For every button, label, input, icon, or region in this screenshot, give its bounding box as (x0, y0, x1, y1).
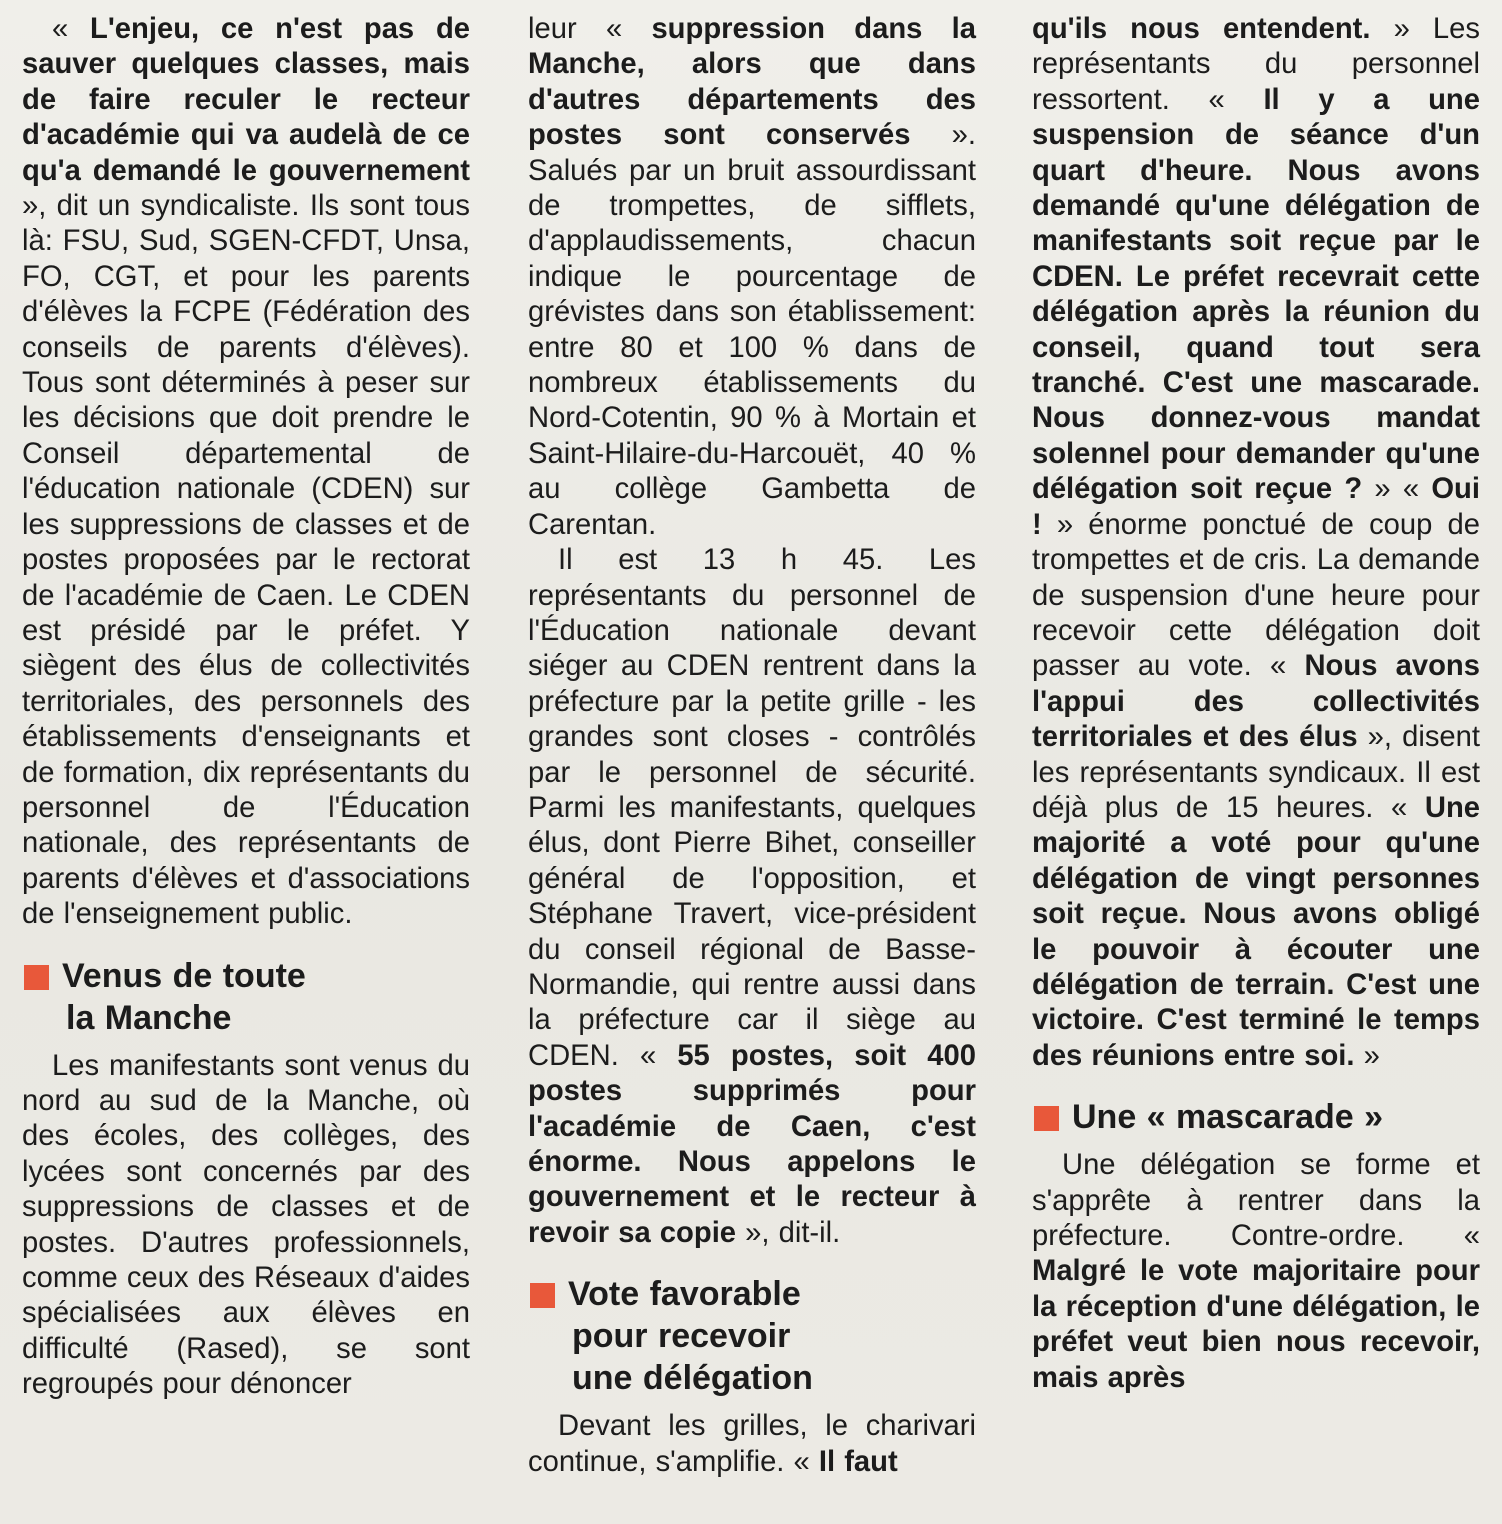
paragraph: Il est 13 h 45. Les représentants du personnel de l'Éducation nationale devant siéger au CDEN rentrent dans la préfecture par la petite grille - les grandes sont closes - contrôlés par le personnel de sécurité. Parmi les manifestants, quelques élus, dont Pierre Bihet, conseiller général de l'opposition, et Stéphane Travert, vice-président du conseil régional de Basse-Normandie, qui rentre aussi dans la préfecture car il siège au CDEN. « 55 postes, soit 400 postes supprimés pour l'académie de Caen, c'est énorme. Nous appelons le gouvernement et le recteur à revoir sa copie », dit-il. (528, 544, 976, 1249)
article-column-2 (528, 12, 976, 1480)
quote-bold: Il faut (818, 1445, 898, 1478)
paragraph: Les manifestants sont venus du nord au sud de la Manche, où des écoles, des collèges, des lycées sont concernés par des suppressions de classes et de postes. D'autres professionnels, comme ceux des Réseaux d'aides spécialisées aux élèves en difficulté (Rased), se sont regroupés pour dénoncer (22, 1049, 470, 1401)
quote-bold: L'enjeu, ce n'est pas de sauver quelques classes, mais de faire reculer le recteur d'académie qui va audelà de ce qu'a demandé le gouvernement (22, 13, 471, 187)
quote-bold: Oui ! (1032, 473, 1480, 541)
paragraph: leur « suppression dans la Manche, alors que dans d'autres départements des postes sont conservés ». Salués par un bruit assourdissant de trompettes, de sifflets, d'applaudissements, chacun indique le pourcentage de grévistes dans son établissement: entre 80 et 100 % dans de nombreux établissements du Nord-Cotentin, 90 % à Mortain et Saint-Hilaire-du-Harcouët, 40 % au collège Gambetta de Carentan. (528, 13, 977, 541)
section-heading-mascarade: Une « mascarade » (1032, 1096, 1480, 1138)
paragraph: qu'ils nous entendent. » Les représentants du personnel ressortent. « Il y a une suspension de séance d'un quart d'heure. Nous avons demandé qu'une délégation de manifestants soit reçue par le CDEN. Le préfet recevrait cette délégation après la réunion du conseil, quand tout sera tranché. C'est une mascarade. Nous donnez-vous mandat solennel pour demander qu'une délégation soit reçue ? » « Oui ! » énorme ponctué de coup de trompettes et de cris. La demande de suspension d'une heure pour recevoir cette délégation doit passer au vote. « Nous avons l'appui des collectivités territoriales et des élus », disent les représentants syndicaux. Il est déjà plus de 15 heures. « Une majorité a voté pour qu'une délégation de vingt personnes soit reçue. Nous avons obligé le pouvoir à écouter une délégation de terrain. C'est une victoire. C'est terminé le temps des réunions entre soi. » (1032, 13, 1480, 1072)
red-square-bullet-icon (530, 1283, 555, 1308)
paragraph: « L'enjeu, ce n'est pas de sauver quelques classes, mais de faire reculer le recteur d'académie qui va audelà de ce qu'a demandé le gouvernement », dit un syndicaliste. Ils sont tous là: FSU, Sud, SGEN-CFDT, Unsa, FO, CGT, et pour les parents d'élèves la FCPE (Fédération des conseils de parents d'élèves). Tous sont déterminés à peser sur les décisions que doit prendre le Conseil départemental de l'éducation nationale (CDEN) sur les suppressions de classes et de postes proposées par le rectorat de l'académie de Caen. Le CDEN est présidé par le préfet. Y siègent des élus de collectivités territoriales, des personnels des établissements d'enseignants et de formation, dix représentants du personnel de l'Éducation nationale, des représentants de parents d'élèves et d'associations de l'enseignement public. (22, 13, 471, 931)
red-square-bullet-icon (1034, 1106, 1059, 1131)
paragraph: Une délégation se forme et s'apprête à rentrer dans la préfecture. Contre-ordre. « Malgré le vote majoritaire pour la réception d'une délégation, le préfet veut bien nous recevoir, mais après (1032, 1149, 1480, 1394)
quote-bold: suppression dans la Manche, alors que dans d'autres départements des postes sont conservés (528, 13, 977, 152)
quote-bold: Nous avons l'appui des collectivités territoriales et des élus (1032, 650, 1480, 754)
section-heading-vote: Vote favorable pour recevoir une délégation (528, 1273, 976, 1399)
quote-bold: qu'ils nous entendent. (1032, 13, 1371, 45)
article-column-1 (22, 12, 470, 1403)
article-column-3 (1032, 12, 1480, 1396)
section-heading-venus: Venus de toute la Manche (22, 955, 470, 1039)
paragraph: Devant les grilles, le charivari continue, s'amplifie. « Il faut (528, 1410, 976, 1478)
quote-bold: Malgré le vote majoritaire pour la réception d'une délégation, le préfet veut bien nous recevoir, mais après (1032, 1255, 1480, 1394)
quote-bold: Une majorité a voté pour qu'une délégation de vingt personnes soit reçue. Nous avons obligé le pouvoir à écouter une délégation de terrain. C'est une victoire. C'est terminé le temps des réunions entre soi. (1032, 791, 1480, 1072)
quote-bold: 55 postes, soit 400 postes supprimés pour l'académie de Caen, c'est énorme. Nous appelons le gouvernement et le recteur à revoir sa copie (528, 1039, 976, 1249)
quote-bold: Il y a une suspension de séance d'un quart d'heure. Nous avons demandé qu'une délégation de manifestants soit reçue par le CDEN. Le préfet recevrait cette délégation après la réunion du conseil, quand tout sera tranché. C'est une mascarade. Nous donnez-vous mandat solennel pour demander qu'une délégation soit reçue ? (1032, 83, 1480, 506)
red-square-bullet-icon (24, 965, 49, 990)
